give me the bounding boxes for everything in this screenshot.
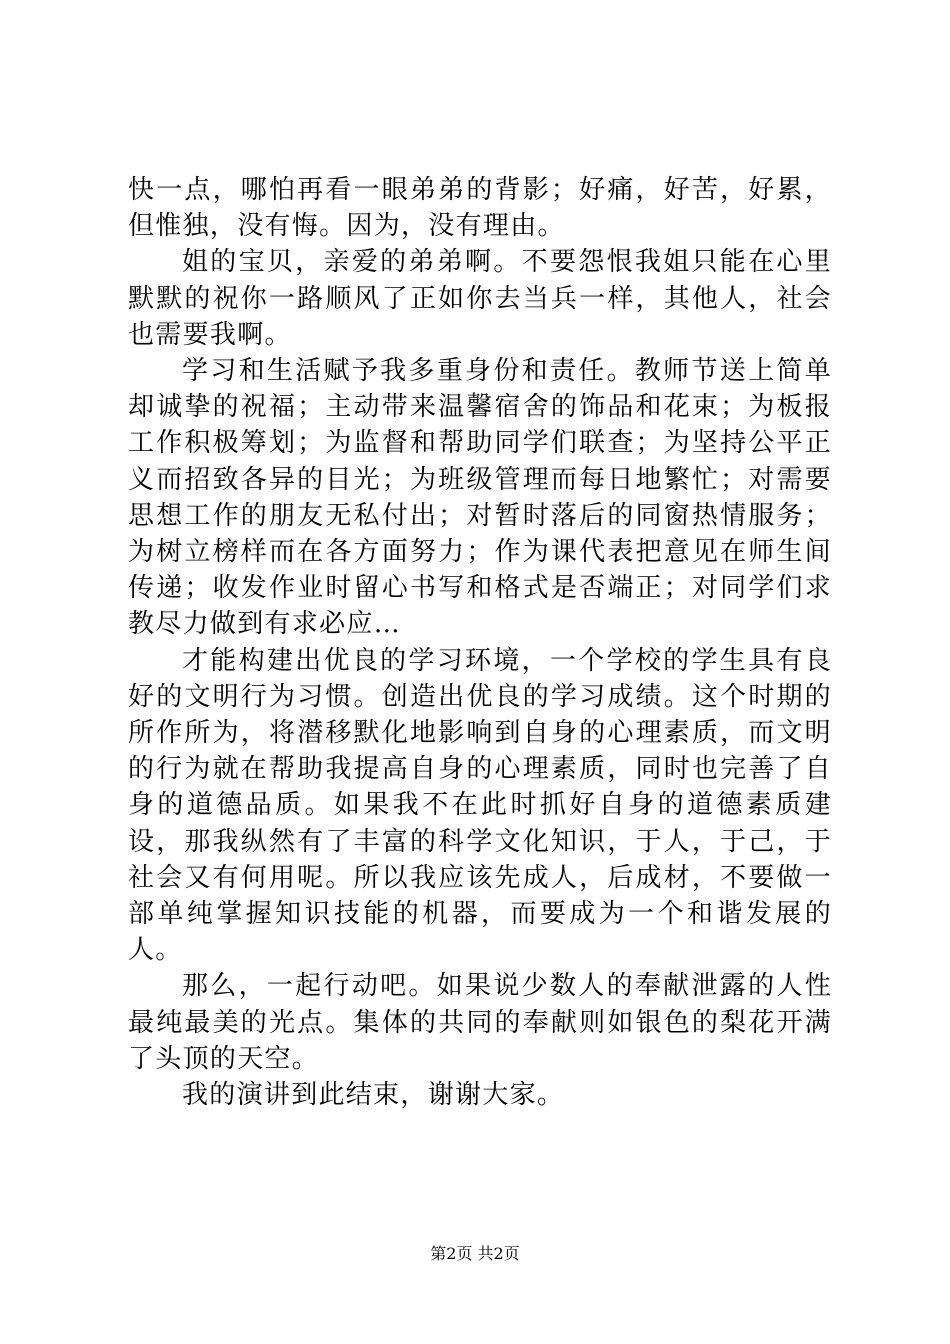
paragraph: 学习和生活赋予我多重身份和责任。教师节送上简单却诚挚的祝福；主动带来温馨宿舍的饰品和花束；为板报工作积极筹划；为监督和帮助同学们联查；为坚持公平正义而招致各异的目光；为班级管理而每日地繁忙；对需要思想工作的朋友无私付出；对暂时落后的同窗热情服务；为树立榜样而在各方面努力；作为课代表把意见在师生间传递；收发作业时留心书写和格式是否端正；对同学们求教尽力做到有求必应…	[128, 356, 832, 640]
paragraph: 快一点，哪怕再看一眼弟弟的背影；好痛，好苦，好累，但惟独，没有悔。因为，没有理由。	[128, 175, 832, 242]
document-body	[128, 172, 832, 1113]
paragraph: 才能构建出优良的学习环境，一个学校的学生具有良好的文明行为习惯。创造出优良的学习成绩。这个时期的所作所为，将潜移默化地影响到自身的心理素质，而文明的行为就在帮助我提高自身的心理素质，同时也完善了自身的道德品质。如果我不在此时抓好自身的道德素质建设，那我纵然有了丰富的科学文化知识，于人，于己，于社会又有何用呢。所以我应该先成人，后成材，不要做一部单纯掌握知识技能的机器，而要成为一个和谐发展的人。	[128, 645, 832, 966]
paragraph: 姐的宝贝，亲爱的弟弟啊。不要怨恨我姐只能在心里默默的祝你一路顺风了正如你去当兵一样，其他人，社会也需要我啊。	[128, 247, 832, 350]
paragraph: 我的演讲到此结束，谢谢大家。	[182, 1080, 565, 1111]
page-footer: 第2页 共2页	[430, 1244, 520, 1263]
paragraph: 那么，一起行动吧。如果说少数人的奉献泄露的人性最纯最美的光点。集体的共同的奉献则如银色的梨花开满了头顶的天空。	[128, 971, 832, 1074]
